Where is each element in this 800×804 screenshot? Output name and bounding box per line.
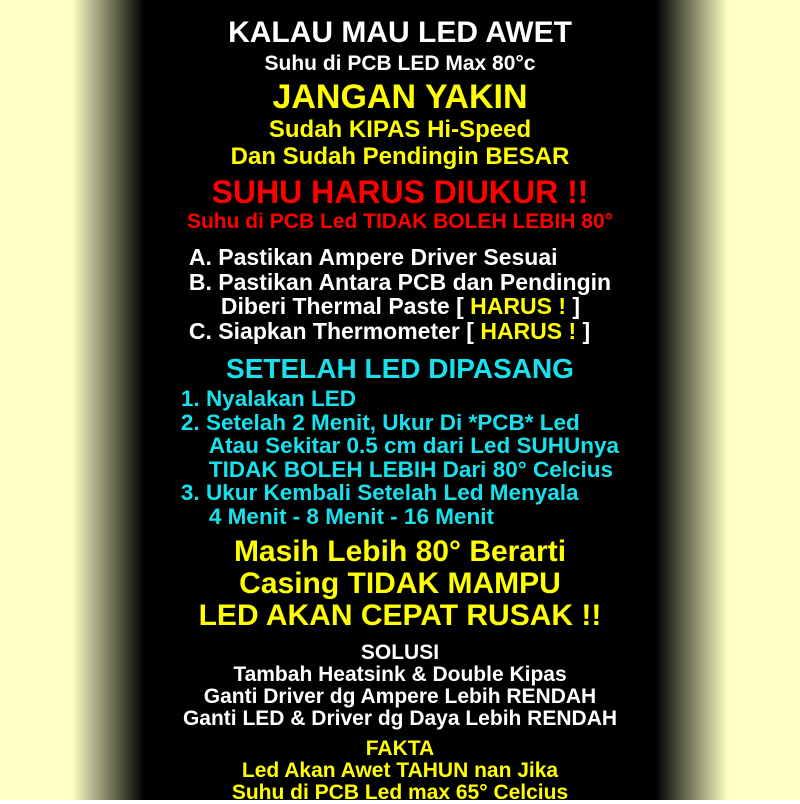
checklist-item-b-bracket: ] bbox=[566, 293, 581, 319]
warning-line-2: Dan Sudah Pendingin BESAR bbox=[230, 143, 570, 170]
harus-highlight: HARUS ! bbox=[470, 293, 566, 319]
step-line-2-continued: Atau Sekitar 0.5 cm dari Led SUHUnya bbox=[208, 433, 620, 458]
harus-highlight: HARUS ! bbox=[480, 317, 577, 344]
step-line-3-continued: 4 Menit - 8 Menit - 16 Menit bbox=[208, 503, 494, 529]
solution-line-3: Ganti LED & Driver dg Daya Lebih RENDAH bbox=[182, 707, 618, 730]
step-line-3: 3. Ukur Kembali Setelah Led Menyala bbox=[180, 480, 579, 505]
checklist-item-c-bracket: ] bbox=[576, 317, 591, 344]
solution-line-2: Ganti Driver dg Ampere Lebih RENDAH bbox=[203, 685, 597, 708]
fact-line-2: Suhu di PCB Led max 65° Celcius bbox=[231, 781, 569, 804]
checklist-item-b-text: Diberi Thermal Paste [ bbox=[220, 293, 471, 319]
step-line-2-continued-2: TIDAK BOLEH LEBIH Dari 80° Celcius bbox=[208, 456, 613, 482]
checklist-item-b-line2 bbox=[189, 294, 611, 319]
warning-title: JANGAN YAKIN bbox=[272, 78, 528, 116]
verdict-line-3: LED AKAN CEPAT RUSAK !! bbox=[198, 599, 602, 632]
poster-subtitle: Suhu di PCB LED Max 80°c bbox=[264, 52, 536, 75]
poster-title: KALAU MAU LED AWET bbox=[228, 16, 572, 49]
solution-line-1: Tambah Heatsink & Double Kipas bbox=[233, 663, 567, 686]
verdict-line-1: Masih Lebih 80° Berarti bbox=[233, 535, 567, 568]
alert-subtitle: Suhu di PCB Led TIDAK BOLEH LEBIH 80° bbox=[186, 210, 614, 233]
fact-title: FAKTA bbox=[365, 737, 435, 760]
solution-title: SOLUSI bbox=[360, 641, 440, 664]
fact-line-1: Led Akan Awet TAHUN nan Jika bbox=[241, 759, 559, 782]
verdict-line-2: Casing TIDAK MAMPU bbox=[239, 567, 561, 600]
checklist-item-b-line1: B. Pastikan Antara PCB dan Pendingin bbox=[188, 268, 612, 295]
warning-line-1: Sudah KIPAS Hi-Speed bbox=[268, 116, 532, 143]
steps-title: SETELAH LED DIPASANG bbox=[226, 353, 574, 384]
checklist-item-c-text: C. Siapkan Thermometer [ bbox=[188, 317, 481, 344]
checklist-item-a: A. Pastikan Ampere Driver Sesuai bbox=[188, 244, 558, 270]
checklist bbox=[189, 245, 611, 343]
step-line-2: 2. Setelah 2 Menit, Ukur Di *PCB* Led bbox=[180, 409, 580, 435]
fact-section bbox=[232, 738, 568, 804]
step-line-1: 1. Nyalakan LED bbox=[180, 386, 356, 411]
alert-title: SUHU HARUS DIUKUR !! bbox=[211, 174, 589, 210]
verdict bbox=[199, 536, 602, 632]
steps-list bbox=[181, 387, 619, 528]
checklist-item-c bbox=[189, 319, 611, 344]
solution-section bbox=[183, 642, 617, 730]
